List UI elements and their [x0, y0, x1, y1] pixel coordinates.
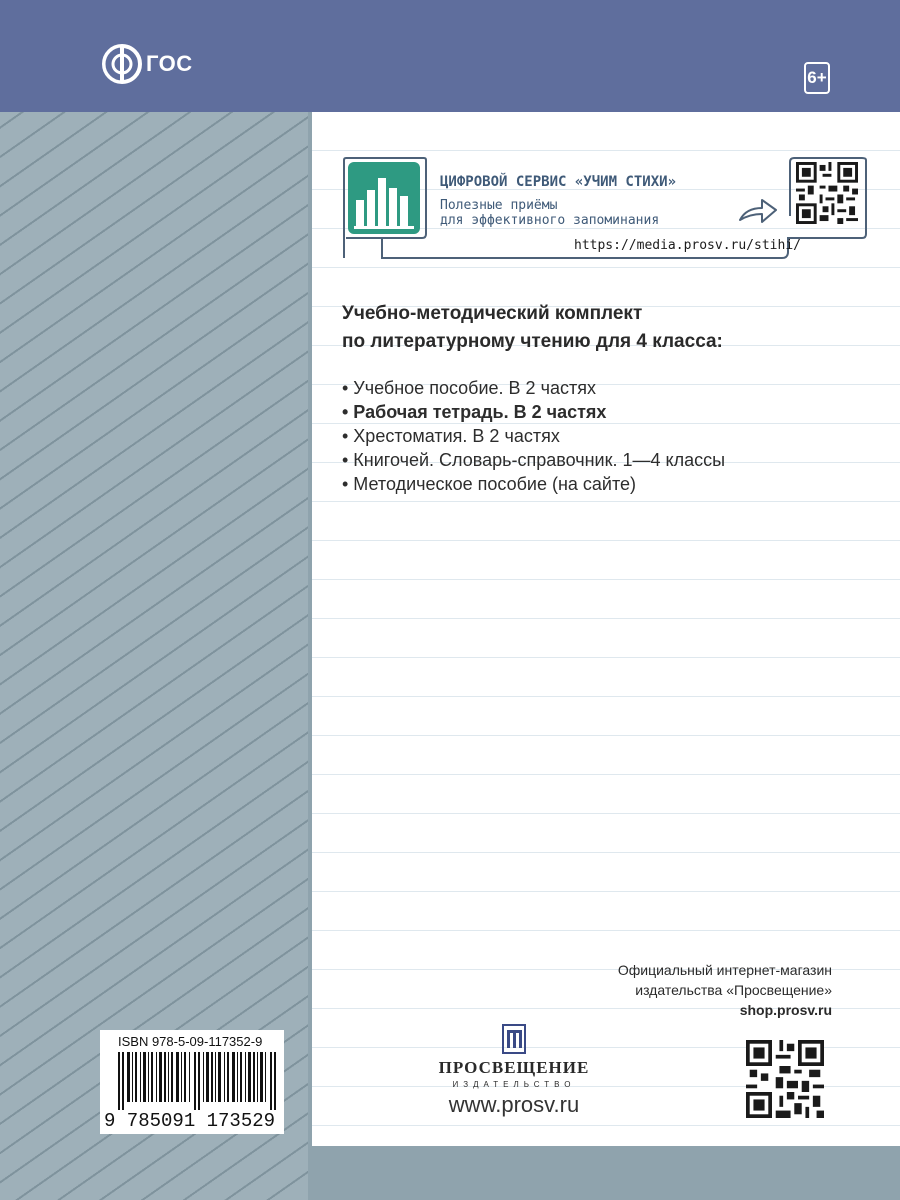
barcode-icon	[118, 1052, 276, 1110]
shop-line2: издательства «Просвещение»	[635, 982, 832, 998]
isbn-block	[100, 1030, 284, 1134]
kit-title	[342, 300, 723, 356]
fgos-logo	[100, 42, 193, 86]
service-title: ЦИФРОВОЙ СЕРВИС «УЧИМ СТИХИ»	[440, 174, 677, 190]
publisher-logo	[434, 1024, 594, 1089]
publisher-subtitle: ИЗДАТЕЛЬСТВО	[452, 1080, 576, 1089]
service-url-link[interactable]: https://media.prosv.ru/stihi/	[574, 238, 801, 253]
shop-qr-code-icon[interactable]	[746, 1040, 824, 1118]
publisher-mark-icon	[502, 1024, 526, 1054]
kit-title-line2: по литературному чтению для 4 класса:	[342, 331, 723, 352]
shop-url-link[interactable]: shop.prosv.ru	[739, 1002, 832, 1018]
service-qr-code-icon[interactable]	[796, 162, 858, 224]
service-subtitle-line2: для эффективного запоминания	[440, 213, 660, 228]
isbn-label: ISBN 978-5-09-117352-9	[118, 1034, 263, 1049]
list-item: • Книгочей. Словарь-справочник. 1—4 классы	[342, 450, 726, 470]
list-item: • Хрестоматия. В 2 частях	[342, 426, 560, 446]
kit-list	[342, 376, 725, 496]
shop-line1: Официальный интернет-магазин	[617, 962, 832, 978]
fgos-label: ГОС	[146, 51, 193, 76]
publisher-name: ПРОСВЕЩЕНИЕ	[438, 1058, 590, 1077]
isbn-digits: 9 785091 173529	[104, 1110, 276, 1132]
list-item-highlighted: • Рабочая тетрадь. В 2 частях	[342, 402, 607, 422]
service-subtitle	[440, 198, 659, 228]
digital-service-box	[342, 156, 868, 262]
books-icon	[346, 160, 422, 236]
kit-title-line1: Учебно-методический комплект	[342, 303, 643, 324]
age-rating-badge: 6+	[804, 62, 830, 94]
shop-info	[540, 960, 832, 1020]
fgos-icon	[100, 42, 144, 86]
pointer-arrow-icon	[736, 190, 780, 230]
list-item: • Методическое пособие (на сайте)	[342, 474, 637, 494]
service-subtitle-line1: Полезные приёмы	[440, 198, 558, 213]
list-item: • Учебное пособие. В 2 частях	[342, 378, 596, 398]
publisher-site-link[interactable]: www.prosv.ru	[448, 1092, 580, 1117]
